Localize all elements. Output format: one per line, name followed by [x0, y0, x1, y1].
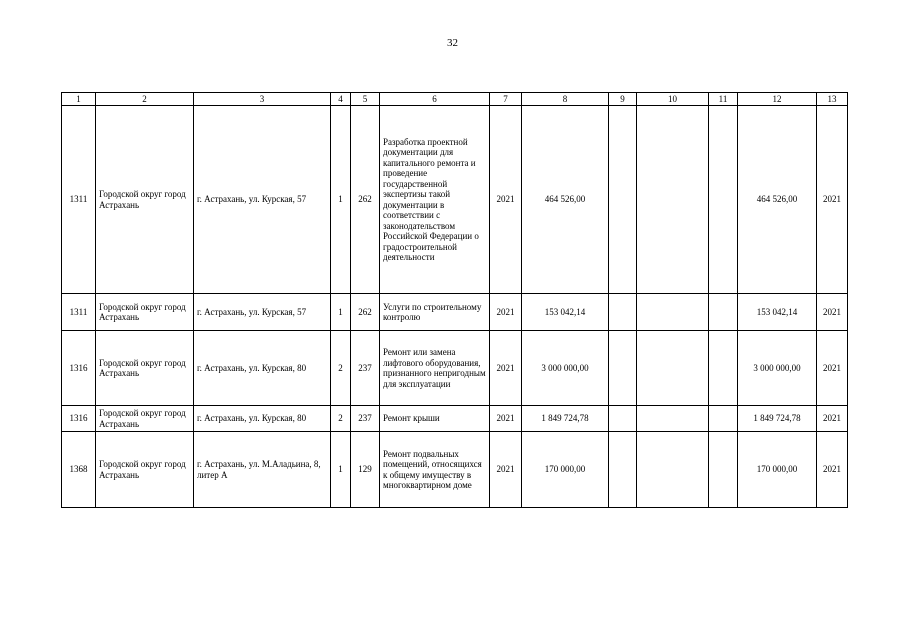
- year-cell: 2021: [490, 432, 522, 508]
- repair-program-table: [61, 92, 848, 508]
- municipality-cell: Городской округ город Астрахань: [96, 406, 194, 432]
- year-cell: 2021: [490, 294, 522, 331]
- municipality-cell: Городской округ город Астрахань: [96, 331, 194, 406]
- table-row: [62, 294, 848, 331]
- col5-cell: 237: [351, 406, 380, 432]
- table-row: [62, 331, 848, 406]
- amount-cell: 153 042,14: [522, 294, 609, 331]
- amount-cell: 170 000,00: [522, 432, 609, 508]
- col4-cell: 1: [331, 106, 351, 294]
- col9-cell: [609, 331, 637, 406]
- col10-cell: [637, 432, 709, 508]
- col11-cell: [709, 331, 738, 406]
- total-cell: 464 526,00: [738, 106, 817, 294]
- header-cell: 4: [331, 93, 351, 106]
- header-cell: 11: [709, 93, 738, 106]
- col11-cell: [709, 106, 738, 294]
- amount-cell: 3 000 000,00: [522, 331, 609, 406]
- total-cell: 1 849 724,78: [738, 406, 817, 432]
- col10-cell: [637, 294, 709, 331]
- municipality-cell: Городской округ город Астрахань: [96, 106, 194, 294]
- col9-cell: [609, 432, 637, 508]
- col4-cell: 2: [331, 331, 351, 406]
- object-id-cell: 1311: [62, 106, 96, 294]
- total-cell: 3 000 000,00: [738, 331, 817, 406]
- col5-cell: 262: [351, 106, 380, 294]
- header-cell: 8: [522, 93, 609, 106]
- col10-cell: [637, 106, 709, 294]
- year-cell: 2021: [490, 331, 522, 406]
- end-year-cell: 2021: [817, 432, 848, 508]
- header-row: [62, 93, 848, 106]
- header-cell: 2: [96, 93, 194, 106]
- address-cell: г. Астрахань, ул. Курская, 57: [194, 106, 331, 294]
- work-type-cell: Ремонт подвальных помещений, относящихся к общему имуществу в многоквартирном доме: [380, 432, 490, 508]
- end-year-cell: 2021: [817, 331, 848, 406]
- address-cell: г. Астрахань, ул. Курская, 80: [194, 331, 331, 406]
- header-cell: 3: [194, 93, 331, 106]
- header-cell: 7: [490, 93, 522, 106]
- col10-cell: [637, 406, 709, 432]
- table-row: [62, 106, 848, 294]
- col11-cell: [709, 294, 738, 331]
- address-cell: г. Астрахань, ул. Курская, 57: [194, 294, 331, 331]
- end-year-cell: 2021: [817, 294, 848, 331]
- header-cell: 6: [380, 93, 490, 106]
- municipality-cell: Городской округ город Астрахань: [96, 294, 194, 331]
- object-id-cell: 1311: [62, 294, 96, 331]
- header-cell: 12: [738, 93, 817, 106]
- total-cell: 170 000,00: [738, 432, 817, 508]
- municipality-cell: Городской округ город Астрахань: [96, 432, 194, 508]
- col9-cell: [609, 106, 637, 294]
- object-id-cell: 1368: [62, 432, 96, 508]
- total-cell: 153 042,14: [738, 294, 817, 331]
- col5-cell: 129: [351, 432, 380, 508]
- object-id-cell: 1316: [62, 406, 96, 432]
- table-row: [62, 432, 848, 508]
- header-cell: 5: [351, 93, 380, 106]
- table-row: [62, 406, 848, 432]
- address-cell: г. Астрахань, ул. Курская, 80: [194, 406, 331, 432]
- col4-cell: 1: [331, 294, 351, 331]
- col9-cell: [609, 294, 637, 331]
- header-cell: 13: [817, 93, 848, 106]
- col5-cell: 237: [351, 331, 380, 406]
- col4-cell: 2: [331, 406, 351, 432]
- header-cell: 1: [62, 93, 96, 106]
- work-type-cell: Ремонт крыши: [380, 406, 490, 432]
- year-cell: 2021: [490, 106, 522, 294]
- col9-cell: [609, 406, 637, 432]
- header-cell: 9: [609, 93, 637, 106]
- year-cell: 2021: [490, 406, 522, 432]
- amount-cell: 464 526,00: [522, 106, 609, 294]
- page-number: 32: [447, 37, 458, 49]
- work-type-cell: Разработка проектной документации для капитального ремонта и проведение государственной экспертизы такой документации в соответствии с законодательством Российской Федерации о градостроительной деятельности: [380, 106, 490, 294]
- col11-cell: [709, 406, 738, 432]
- work-type-cell: Ремонт или замена лифтового оборудования, признанного непригодным для эксплуатации: [380, 331, 490, 406]
- col4-cell: 1: [331, 432, 351, 508]
- col10-cell: [637, 331, 709, 406]
- end-year-cell: 2021: [817, 406, 848, 432]
- col11-cell: [709, 432, 738, 508]
- col5-cell: 262: [351, 294, 380, 331]
- end-year-cell: 2021: [817, 106, 848, 294]
- work-type-cell: Услуги по строительному контролю: [380, 294, 490, 331]
- header-cell: 10: [637, 93, 709, 106]
- address-cell: г. Астрахань, ул. М.Аладьина, 8, литер А: [194, 432, 331, 508]
- object-id-cell: 1316: [62, 331, 96, 406]
- amount-cell: 1 849 724,78: [522, 406, 609, 432]
